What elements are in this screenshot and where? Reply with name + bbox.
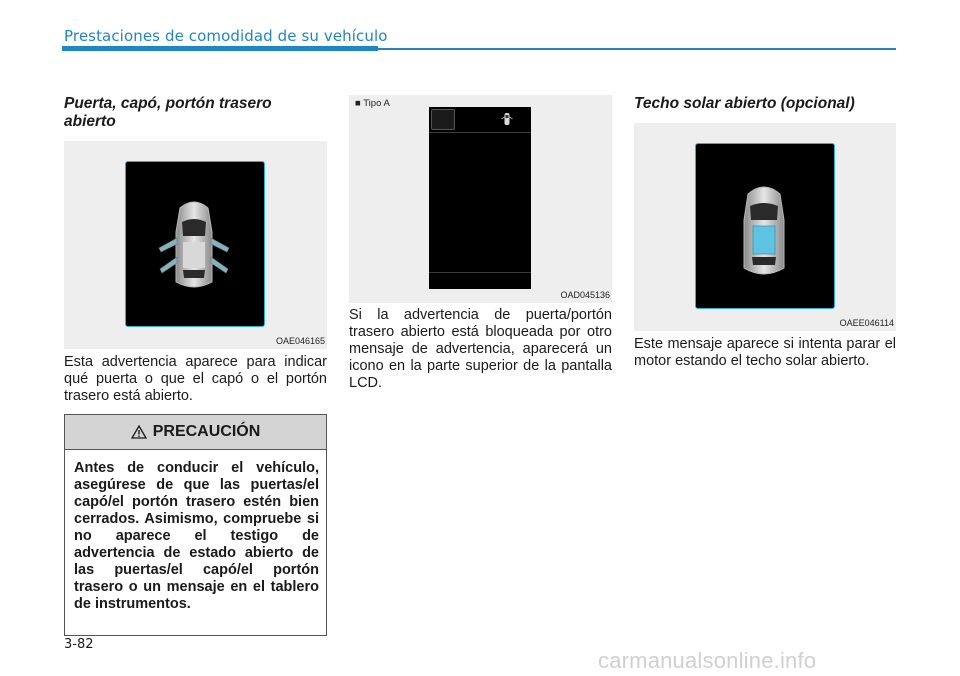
sunroof-heading: Techo solar abierto (opcional)	[634, 95, 855, 112]
header-rule-thick	[62, 46, 378, 51]
lcd-icon-slot	[431, 109, 455, 130]
car-door-open-icon	[501, 112, 513, 126]
lcd-description: Si la advertencia de puerta/portón trasero abierto está bloqueada por otro mensaje de advertencia, aparecerá un icono en la parte superior de la pantalla LCD.	[349, 307, 612, 391]
lcd-figure	[349, 95, 612, 303]
door-open-heading: Puerta, capó, portón trasero abierto	[64, 95, 272, 130]
figure-code: OAD045136	[560, 290, 610, 300]
figure-code: OAEE046114	[839, 318, 894, 328]
section-title: Prestaciones de comodidad de su vehículo	[64, 27, 388, 45]
sunroof-description: Este mensaje aparece si intenta parar el motor estando el techo solar abierto.	[634, 336, 896, 369]
square-bullet-icon: ■	[355, 98, 361, 109]
door-open-figure	[64, 141, 327, 349]
sunroof-figure	[634, 123, 896, 331]
figure-code: OAE046165	[275, 336, 325, 346]
caution-header	[65, 415, 326, 450]
caution-title: PRECAUCIÓN	[152, 423, 261, 440]
caution-text: Antes de conducir el vehículo, asegúrese de que las puertas/el capó/el portón trasero estén bien cerrados. Asimismo, compruebe si no aparece el testigo de advertencia de estado abierto de las puertas/el capó/el portón trasero o un mensaje en el tablero de instrumentos.	[74, 460, 319, 612]
page-number: 3-82	[64, 637, 94, 652]
door-open-display	[125, 161, 265, 327]
watermark: carmanualsonline.info	[598, 648, 817, 673]
sunroof-display	[695, 143, 835, 309]
warning-triangle-icon	[131, 425, 147, 439]
type-label: ■ Tipo A	[355, 98, 390, 109]
header-rule-thin	[378, 48, 896, 50]
car-doors-open-icon	[126, 162, 263, 325]
car-sunroof-open-icon	[696, 144, 833, 307]
door-open-description: Esta advertencia aparece para indicar qué puerta o que el capó o el portón trasero está abierto.	[64, 354, 327, 404]
lcd-screen	[429, 107, 531, 289]
caution-box	[64, 414, 327, 636]
